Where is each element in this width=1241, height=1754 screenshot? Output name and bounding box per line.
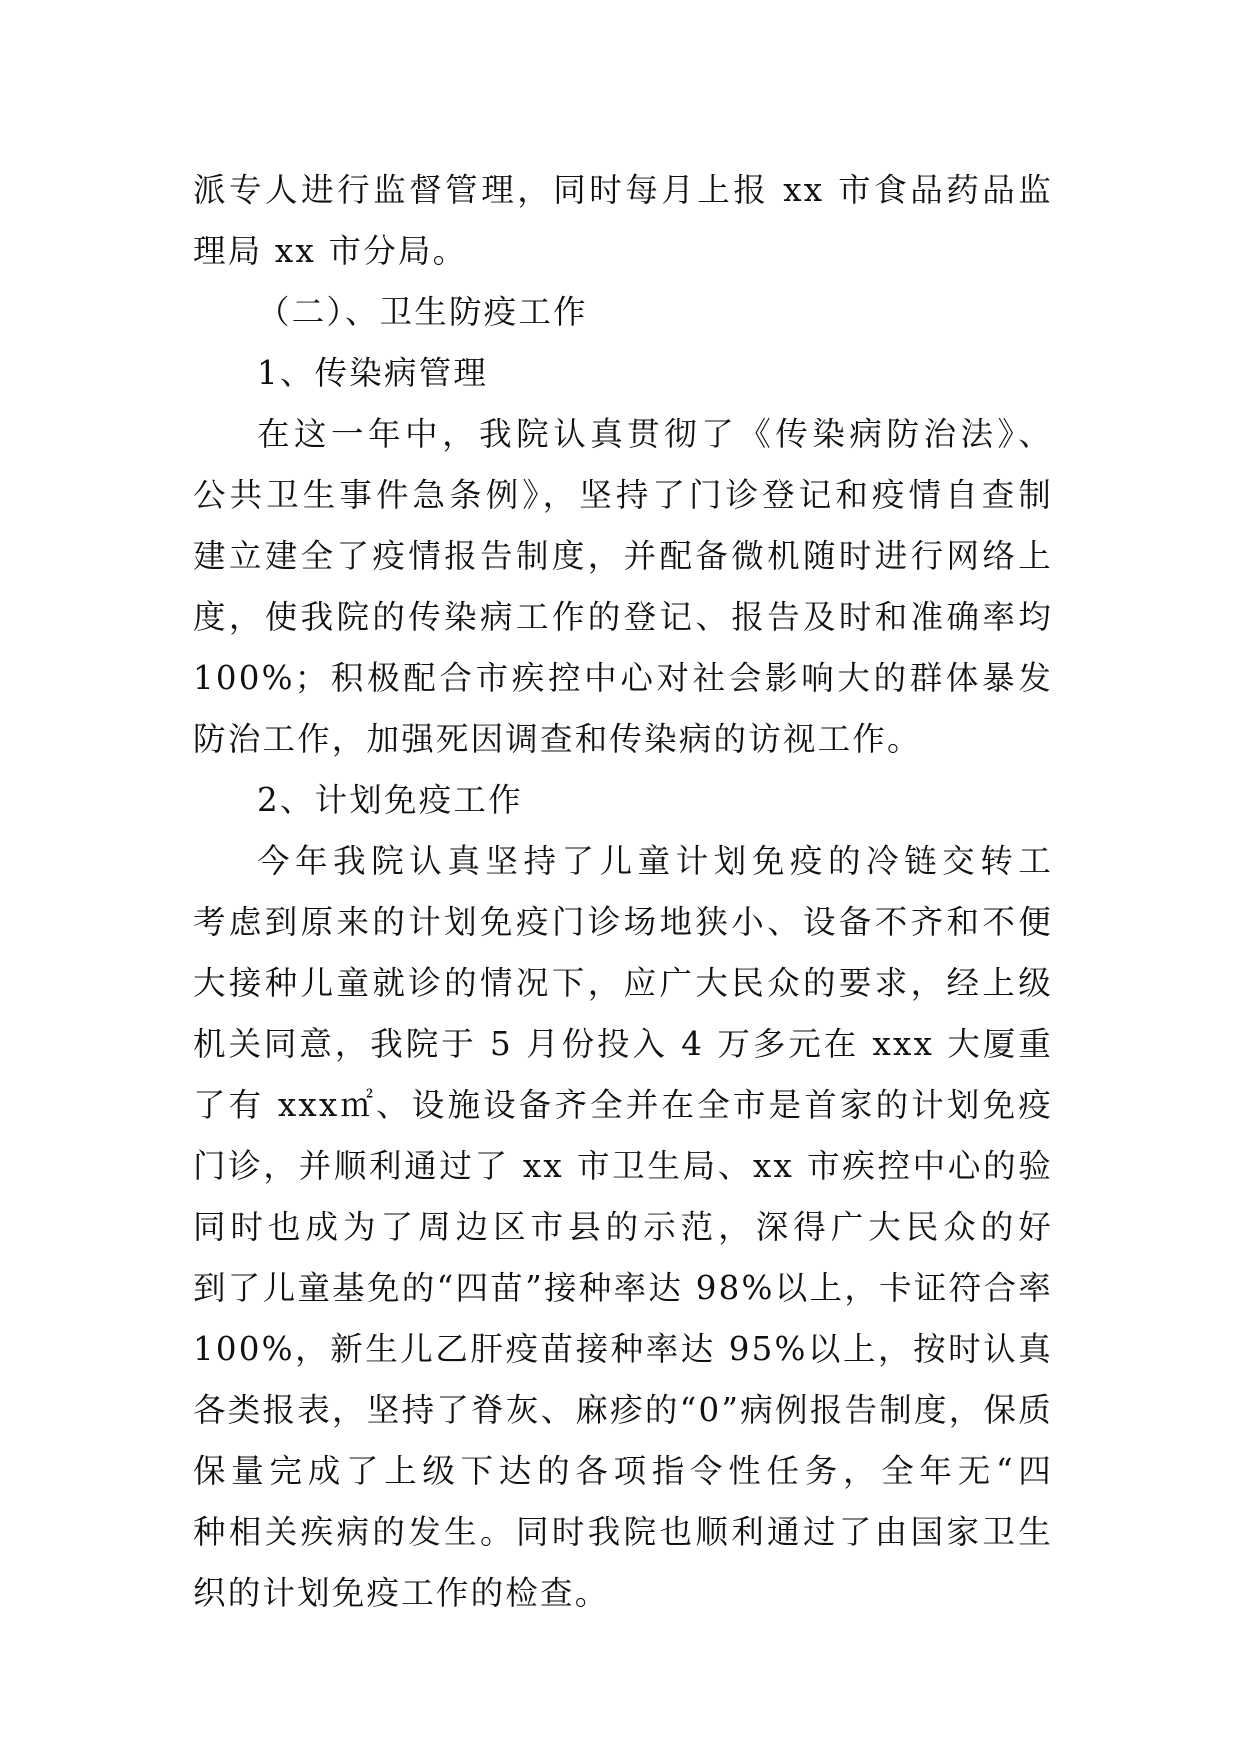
body-text-line: 100%，新生儿乙肝疫苗接种率达 95%以上，按时认真 [193,1330,1053,1368]
body-text-line: 种相关疾病的发生。同时我院也顺利通过了由国家卫生 [193,1513,1053,1551]
subsection-heading: 1、传染病管理 [257,354,489,392]
body-text-line: 建立建全了疫情报告制度，并配备微机随时进行网络上 [193,537,1053,575]
body-text-line: 度，使我院的传染病工作的登记、报告及时和准确率均 [193,598,1053,636]
body-text-line: 织的计划免疫工作的检查。 [193,1574,610,1612]
body-text-line: 各类报表，坚持了脊灰、麻疹的“0”病例报告制度，保质 [193,1391,1053,1429]
body-text-line: 了有 xxx㎡、设施设备齐全并在全市是首家的计划免疫 [193,1086,1053,1124]
body-text-line: 100%；积极配合市疾控中心对社会影响大的群体暴发 [193,659,1053,697]
body-text-line: 到了儿童基免的“四苗”接种率达 98%以上，卡证符合率 [193,1269,1053,1307]
body-text-line: 门诊，并顺利通过了 xx 市卫生局、xx 市疾控中心的验 [193,1147,1053,1185]
subsection-heading: 2、计划免疫工作 [257,781,523,819]
document-body [193,160,1053,1624]
body-text-line: 考虑到原来的计划免疫门诊场地狭小、设备不齐和不便 [193,903,1053,941]
paragraph-first-line: 在这一年中，我院认真贯彻了《传染病防治法》、 [257,415,1053,453]
paragraph-first-line: 今年我院认真坚持了儿童计划免疫的冷链交转工 [257,842,1053,880]
body-text-line: 大接种儿童就诊的情况下，应广大民众的要求，经上级 [193,964,1053,1002]
body-text-line: 同时也成为了周边区市县的示范，深得广大民众的好 [193,1208,1053,1246]
body-text-line: 理局 xx 市分局。 [193,232,468,270]
body-text-line: 机关同意，我院于 5 月份投入 4 万多元在 xxx 大厦重 [193,1025,1053,1063]
section-heading: （二）、卫生防疫工作 [257,293,588,331]
body-text-line: 保量完成了上级下达的各项指令性任务，全年无“四 [193,1452,1053,1490]
body-text-line: 派专人进行监督管理，同时每月上报 xx 市食品药品监 [193,171,1053,209]
body-text-line: 公共卫生事件急条例》，坚持了门诊登记和疫情自查制 [193,476,1053,514]
body-text-line: 防治工作，加强死因调查和传染病的访视工作。 [193,720,922,758]
